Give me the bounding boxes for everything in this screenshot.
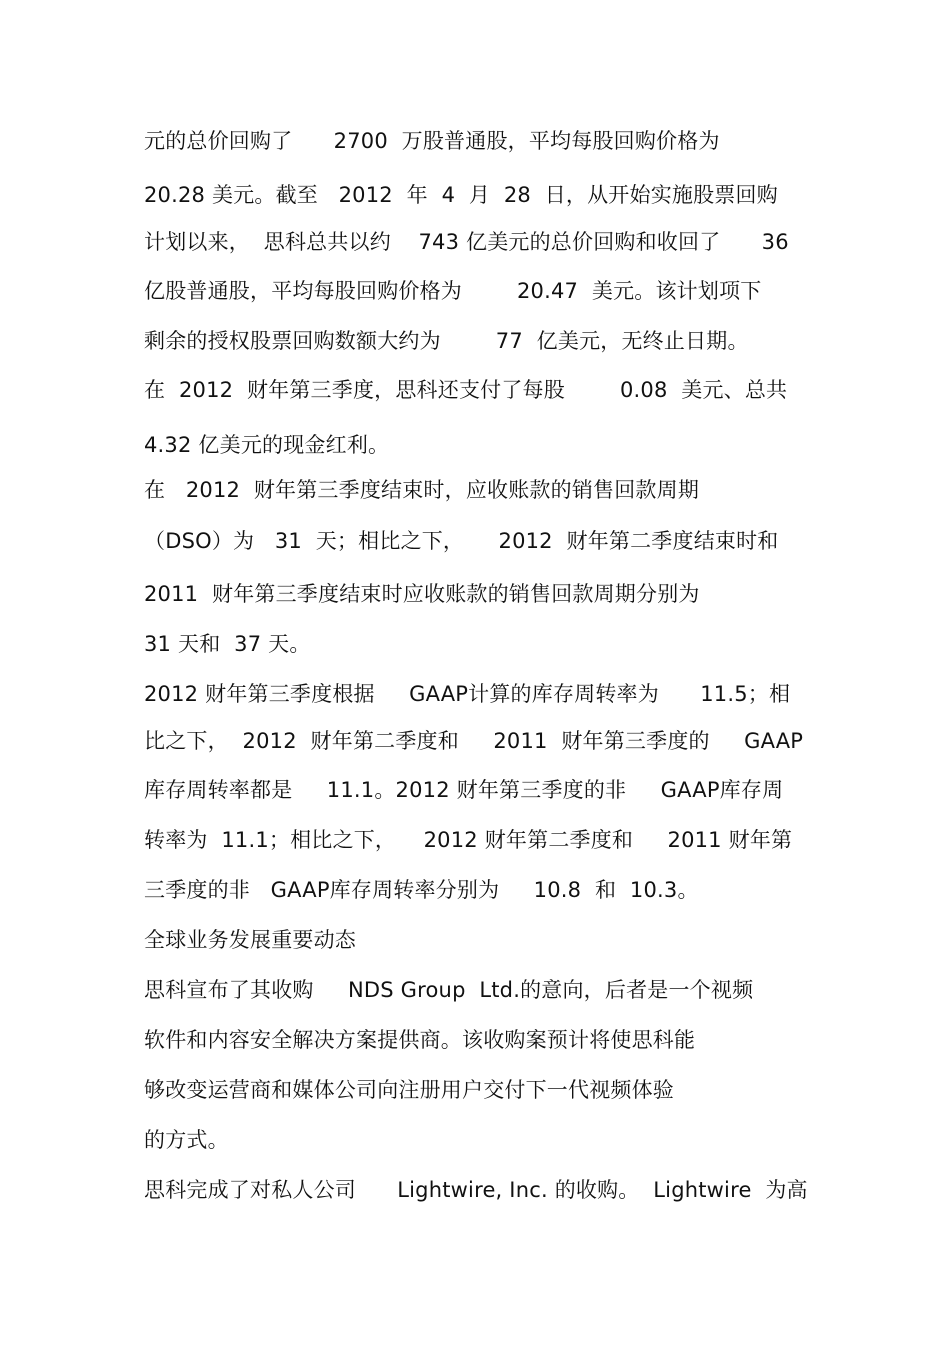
text-line: 在 2012 财年第三季度，思科还支付了每股 0.08 美元、总共: [144, 378, 788, 402]
text-line: 剩余的授权股票回购数额大约为 77 亿美元，无终止日期。: [144, 329, 749, 353]
text-line: 4.32 亿美元的现金红利。: [144, 433, 390, 457]
text-line: 的方式。: [144, 1128, 229, 1152]
text-line: 转率为 11.1；相比之下， 2012 财年第二季度和 2011 财年第: [144, 828, 793, 852]
text-line: 比之下， 2012 财年第二季度和 2011 财年第三季度的 GAAP: [144, 729, 804, 753]
text-line: 软件和内容安全解决方案提供商。该收购案预计将使思科能: [144, 1028, 696, 1052]
text-line: 计划以来， 思科总共以约 743 亿美元的总价回购和收回了 36: [144, 230, 789, 254]
text-line: （DSO）为 31 天；相比之下， 2012 财年第二季度结束时和: [144, 529, 779, 553]
text-line: 库存周转率都是 11.1。2012 财年第三季度的非 GAAP库存周: [144, 778, 784, 802]
text-line: 31 天和 37 天。: [144, 632, 311, 656]
text-line: 思科完成了对私人公司 Lightwire, Inc. 的收购。 Lightwire 为高: [144, 1178, 808, 1202]
section-heading: 全球业务发展重要动态: [144, 928, 356, 952]
text-line: 2012 财年第三季度根据 GAAP计算的库存周转率为 11.5；相: [144, 682, 791, 706]
text-line: 亿股普通股，平均每股回购价格为 20.47 美元。该计划项下: [144, 279, 762, 303]
text-line: 思科宣布了其收购 NDS Group Ltd.的意向，后者是一个视频: [144, 978, 754, 1002]
text-line: 三季度的非 GAAP库存周转率分别为 10.8 和 10.3。: [144, 878, 699, 902]
text-line: 够改变运营商和媒体公司向注册用户交付下一代视频体验: [144, 1078, 674, 1102]
text-line: 2011 财年第三季度结束时应收账款的销售回款周期分别为: [144, 582, 700, 606]
text-line: 元的总价回购了 2700 万股普通股，平均每股回购价格为: [144, 129, 720, 153]
text-line: 20.28 美元。截至 2012 年 4 月 28 日，从开始实施股票回购: [144, 183, 778, 207]
text-line: 在 2012 财年第三季度结束时，应收账款的销售回款周期: [144, 478, 700, 502]
